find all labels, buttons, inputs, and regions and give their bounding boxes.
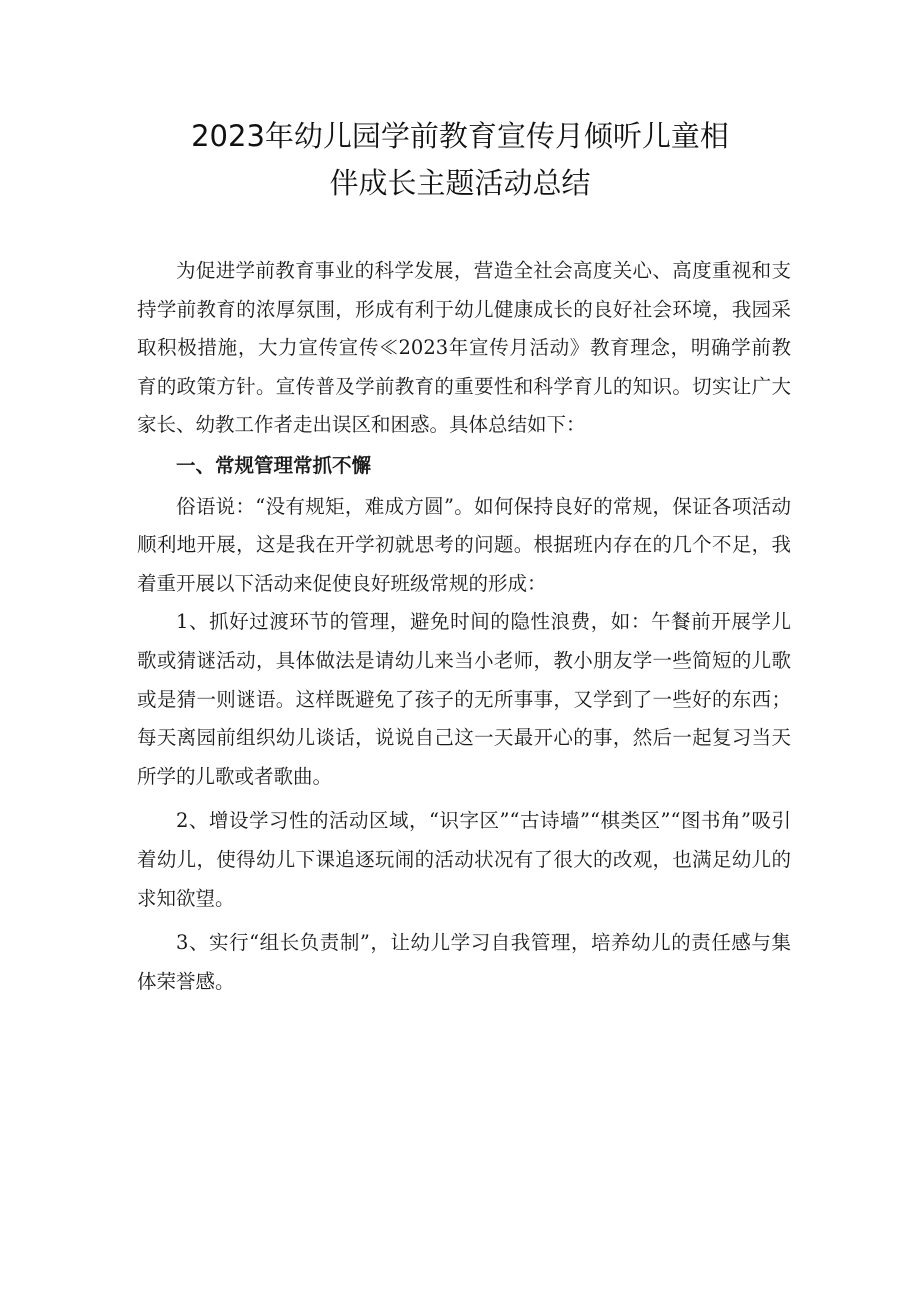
section-intro-paragraph: 俗语说：“没有规矩，难成方圆”。如何保持良好的常规，保证各项活动顺利地开展，这是我在开学初就思考的问题。根据班内存在的几个不足，我着重开展以下活动来促使良好班级常规的形成： <box>137 494 791 595</box>
section-heading: 一、常规管理常抓不懈 <box>176 453 372 477</box>
list-item-3: 3、实行“组长负责制”，让幼儿学习自我管理，培养幼儿的责任感与集体荣誉感。 <box>137 931 791 993</box>
title-line-1: 2023年幼儿园学前教育宣传月倾听儿童相 <box>191 119 729 153</box>
title-line-2: 伴成长主题活动总结 <box>329 166 591 200</box>
document-body <box>137 252 791 1001</box>
list-item-2: 2、增设学习性的活动区域，“识字区”“古诗墙”“棋类区”“图书角”吸引着幼儿，使得幼儿下课追逐玩闹的活动状况有了很大的改观，也满足幼儿的求知欲望。 <box>137 809 791 910</box>
document-title <box>120 113 800 207</box>
list-item-1: 1、抓好过渡环节的管理，避免时间的隐性浪费，如：午餐前开展学儿歌或猜谜活动，具体做法是请幼儿来当小老师，教小朋友学一些简短的儿歌或是猜一则谜语。这样既避免了孩子的无所事事，又学到了一些好的东西；每天离园前组织幼儿谈话，说说自己这一天最开心的事，然后一起复习当天所学的儿歌或者歌曲。 <box>137 610 791 788</box>
intro-paragraph: 为促进学前教育事业的科学发展，营造全社会高度关心、高度重视和支持学前教育的浓厚氛围，形成有利于幼儿健康成长的良好社会环境，我园采取积极措施，大力宣传宣传≪2023年宣传月活动》教育理念，明确学前教育的政策方针。宣传普及学前教育的重要性和科学育儿的知识。切实让广大家长、幼教工作者走出误区和困惑。具体总结如下： <box>137 259 791 437</box>
